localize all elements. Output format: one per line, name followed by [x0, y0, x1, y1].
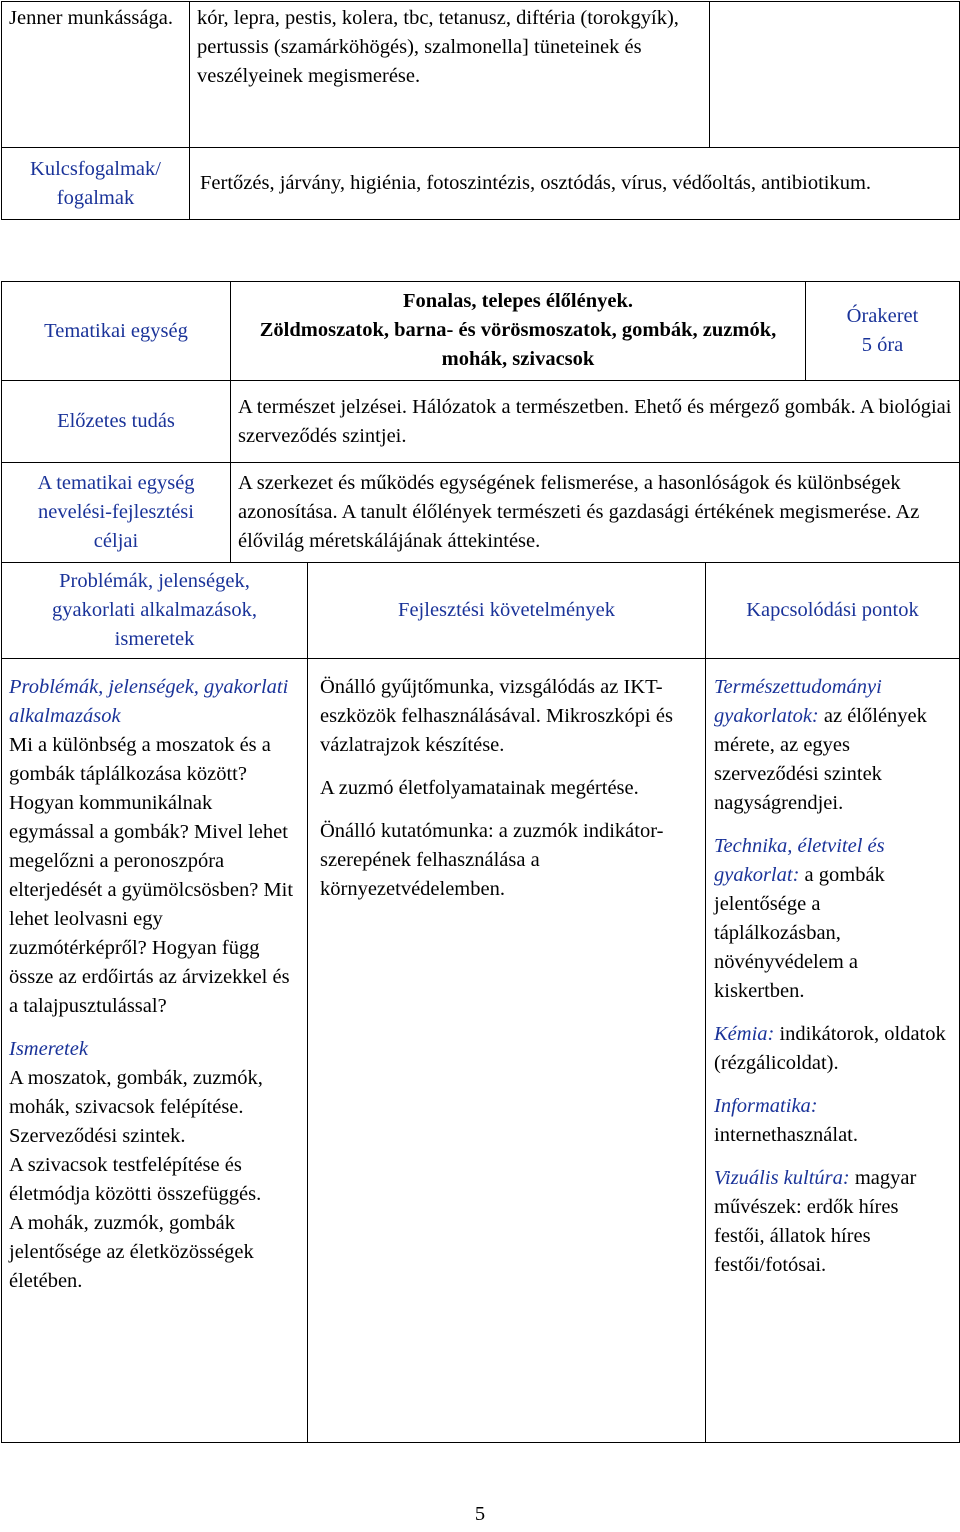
col2-header [308, 563, 706, 659]
orakeret [806, 282, 960, 381]
ismeretek-line: A moszatok, gombák, zuzmók, mohák, szivacsok felépítése. [9, 1067, 263, 1118]
fejlesztes-paragraph: A zuzmó életfolyamatainak megértése. [320, 777, 639, 799]
table-row [2, 659, 960, 1443]
label-text: Előzetes tudás [57, 410, 175, 432]
cell-text: A szerkezet és működés egységének felismerése, a hasonlóságok és különbségek azonosítása. A tanult élőlények természeti és gazdasági értékének megismerése. Az élővilág méretskálájának áttekintése. [238, 472, 920, 552]
celok-text [231, 463, 960, 563]
fejlesztes-paragraph: Önálló kutatómunka: a zuzmók indikátor-szerepének felhasználása a környezetvédelemben. [320, 820, 664, 900]
elozetes-label [2, 381, 231, 463]
kapcsolodas-text: magyar művészek: erdők híres festői, állatok híres festői/fotósai. [714, 1167, 917, 1276]
kapcsolodas-text: internethasználat. [714, 1124, 859, 1146]
label-text: Tematikai egység [44, 319, 188, 342]
tematikai-label [2, 282, 231, 381]
kapcsolodas-text: a gombák jelentősége a táplálkozásban, növényvédelem a kiskertben. [714, 864, 885, 1002]
cell-text: Jenner munkássága. [9, 7, 173, 29]
col1-content [2, 659, 308, 1443]
table-row [2, 2, 960, 148]
fejlesztes-paragraph: Önálló gyűjtőmunka, vizsgálódás az IKT-eszközök felhasználásával. Mikroszkópi és vázlatrajzok készítése. [320, 676, 673, 756]
cell-right [710, 2, 960, 148]
cell-text: Fertőzés, járvány, higiénia, fotoszintézis, osztódás, vírus, védőoltás, antibiotikum. [200, 172, 872, 194]
table-row [2, 148, 960, 220]
kulcsfogalmak-label [2, 148, 190, 220]
kapcsolodas-label: Technika, életvitel és gyakorlat: [714, 835, 885, 886]
kapcsolodas-label: Kémia: [714, 1023, 775, 1045]
kapcsolodas-label: Természettudományi gyakorlatok: [714, 676, 882, 727]
header-text: Kapcsolódási pontok [746, 599, 919, 621]
kapcsolodas-text: indikátorok, oldatok (rézgálicoldat). [714, 1023, 946, 1074]
page-number: 5 [474, 1503, 486, 1525]
top-table [1, 1, 960, 220]
kapcsolodas-item [714, 1092, 951, 1150]
ismeretek-heading: Ismeretek [9, 1038, 88, 1060]
col3-header [706, 563, 960, 659]
kapcsolodas-text: az élőlények mérete, az egyes szerveződési szintek nagyságrendjei. [714, 705, 927, 814]
celok-label [2, 463, 231, 563]
unit-table [1, 281, 960, 1443]
cell-mid [190, 2, 710, 148]
orakeret-value: 5 óra [861, 334, 904, 356]
elozetes-text [231, 381, 960, 463]
cell-left [2, 2, 190, 148]
title-line-1: Fonalas, telepes élőlények. [402, 289, 634, 312]
col3-content [706, 659, 960, 1443]
col1-header [2, 563, 308, 659]
cell-text: A természet jelzései. Hálózatok a természetben. Ehető és mérgező gombák. A biológiai szerveződés szintjei. [238, 396, 952, 447]
header-text: Fejlesztési követelmények [398, 599, 615, 621]
label-text: A tematikai egység nevelési-fejlesztési céljai [37, 472, 195, 552]
orakeret-label: Órakeret [846, 305, 919, 327]
cell-text [710, 2, 959, 6]
kapcsolodas-item [714, 1020, 951, 1078]
cell-text: kór, lepra, pestis, kolera, tbc, tetanusz, diftéria (torokgyík), pertussis (szamárköhögés), szalmonella] tüneteinek és veszélyeinek megismerése. [197, 7, 679, 87]
table-row [2, 563, 960, 659]
kapcsolodas-item [714, 673, 951, 818]
col2-content [308, 659, 706, 1443]
title-line-2: Zöldmoszatok, barna- és vörösmoszatok, gombák, zuzmók, mohák, szivacsok [259, 318, 777, 370]
ismeretek-line: A mohák, zuzmók, gombák jelentősége az életközösségek életében. [9, 1212, 254, 1292]
table-row [2, 463, 960, 563]
table-row [2, 381, 960, 463]
kapcsolodas-item [714, 832, 951, 1006]
label-text: Kulcsfogalmak/ fogalmak [30, 157, 161, 209]
header-text: Problémák, jelenségek, gyakorlati alkalmazások, ismeretek [52, 570, 257, 650]
kapcsolodas-label: Informatika: [714, 1095, 818, 1117]
unit-title [231, 282, 806, 381]
problemak-heading: Problémák, jelenségek, gyakorlati alkalmazások [9, 676, 289, 727]
kulcsfogalmak-text [190, 148, 960, 220]
kapcsolodas-label: Vizuális kultúra: [714, 1167, 850, 1189]
problemak-text: Mi a különbség a moszatok és a gombák táplálkozása között? Hogyan kommunikálnak egymással a gombák? Mivel lehet megelőzni a peronoszpóra elterjedését a gyümölcsösben? Mit lehet leolvasni egy zuzmótérképről? Hogyan függ össze az erdőirtás az árvizekkel és a talajpusztulással? [9, 734, 294, 1017]
table-row [2, 282, 960, 381]
ismeretek-line: Szerveződési szintek. [9, 1125, 186, 1147]
ismeretek-line: A szivacsok testfelépítése és életmódja közötti összefüggés. [9, 1154, 262, 1205]
kapcsolodas-item [714, 1164, 951, 1280]
